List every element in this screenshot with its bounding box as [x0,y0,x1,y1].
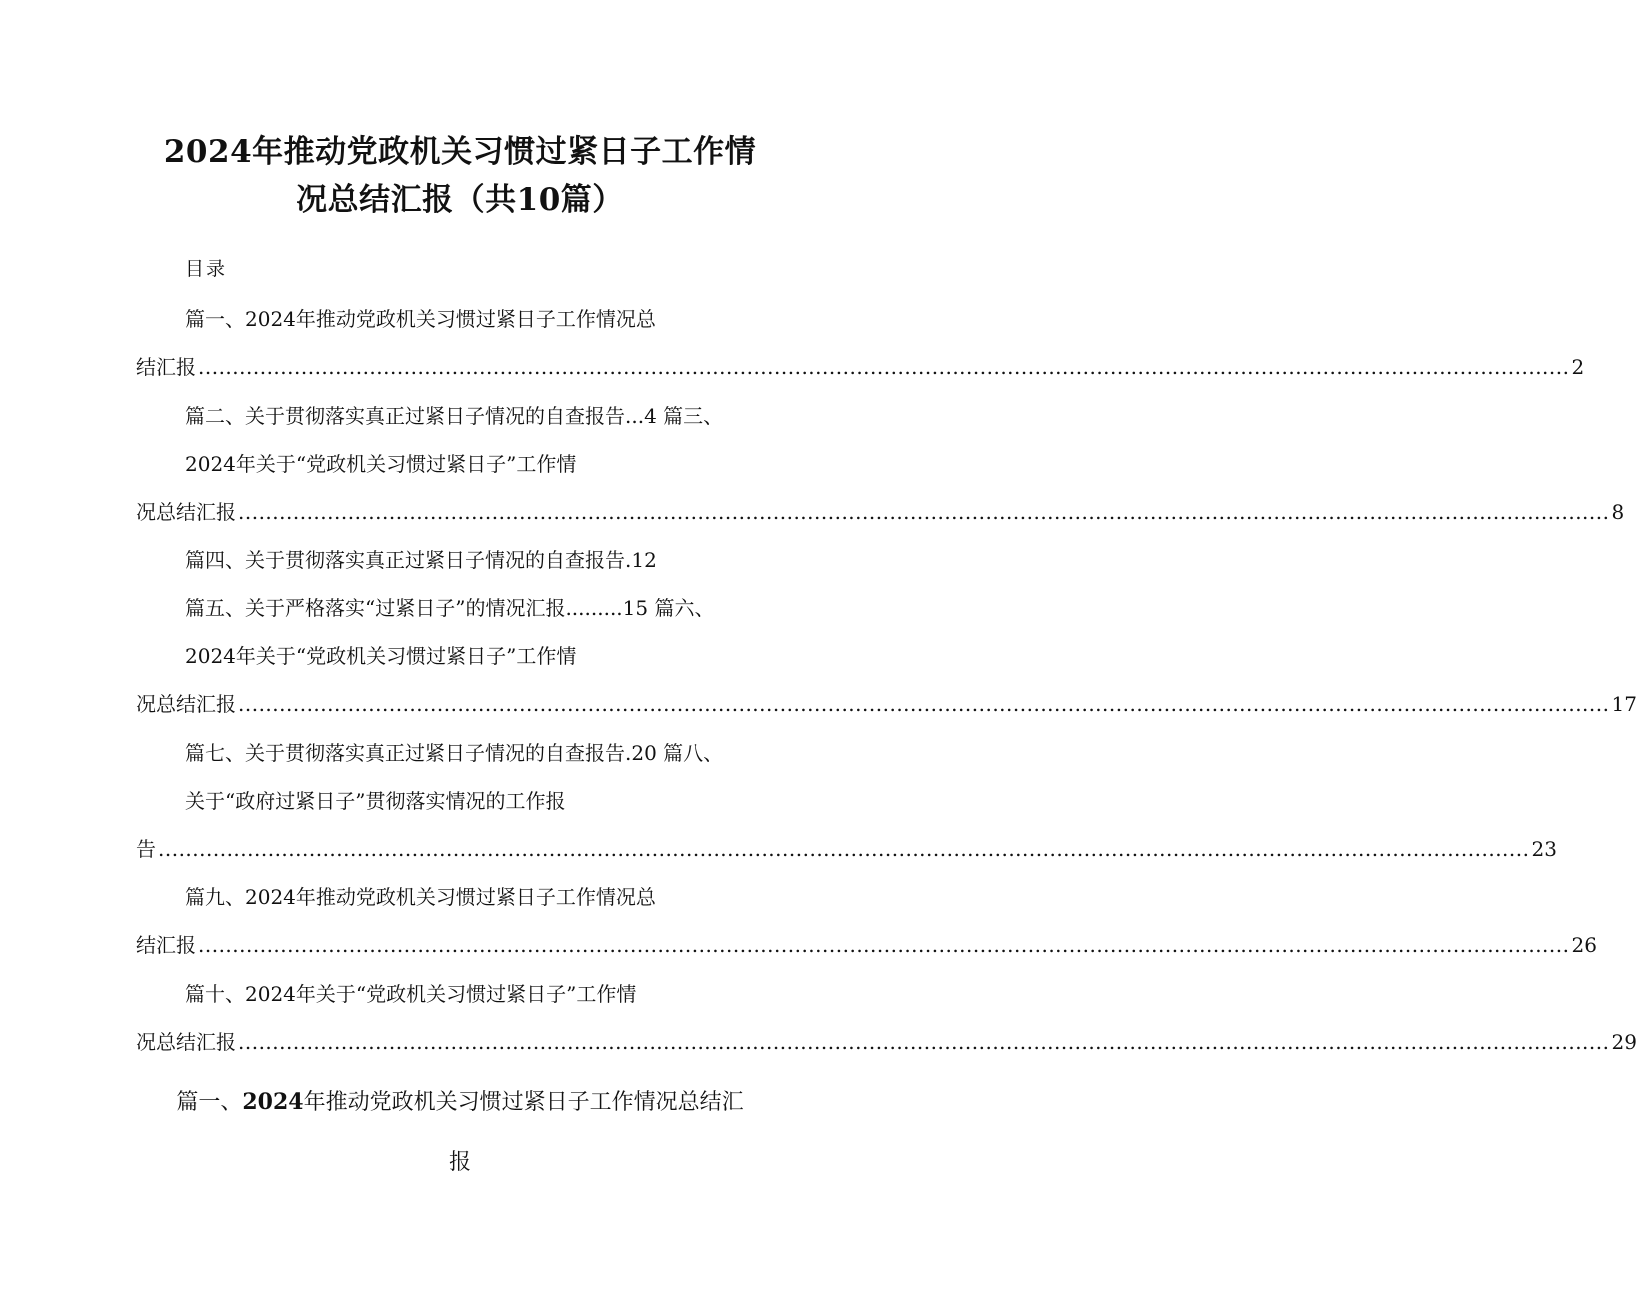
section-heading-year: 2024 [242,1089,304,1115]
toc-page-number: 2 [1571,355,1585,379]
toc-entry-5[interactable]: 篇五、关于严格落实“过紧日子”的情况汇报.........15 篇六、 [185,596,715,620]
toc-entry-8-line-1[interactable]: 关于“政府过紧日子”贯彻落实情况的工作报 [185,789,566,813]
toc-entry-9-line-1[interactable]: 篇九、2024年推动党政机关习惯过紧日子工作情况总 [185,885,656,909]
toc-leader-dots: ........................................................................................................................................................................................................ [198,933,1570,957]
section-heading-line-2: 报 [448,1150,471,1175]
toc-leader-dots: ........................................................................................................................................................................................................ [238,500,1610,524]
toc-entry-2[interactable]: 篇二、关于贯彻落实真正过紧日子情况的自查报告...4 篇三、 [185,404,724,428]
toc-entry-1-line-2[interactable] [136,353,1585,381]
document-title-line-1: 2024年推动党政机关习惯过紧日子工作情 [163,134,757,170]
toc-page-number: 8 [1611,500,1625,524]
toc-leader-dots: ........................................................................................................................................................................................................ [198,355,1570,379]
toc-leader-dots: ........................................................................................................................................................................................................ [238,692,1610,716]
section-heading-rest: 年推动党政机关习惯过紧日子工作情况总结汇 [303,1090,744,1115]
toc-entry-4[interactable]: 篇四、关于贯彻落实真正过紧日子情况的自查报告.12 [185,548,657,572]
toc-entry-label: 结汇报 [136,933,196,957]
toc-entry-8-line-2[interactable] [136,835,1557,863]
toc-entry-10-line-1[interactable]: 篇十、2024年关于“党政机关习惯过紧日子”工作情 [185,982,637,1006]
toc-leader-dots: ........................................................................................................................................................................................................ [238,1030,1610,1054]
toc-page-number: 17 [1611,692,1637,716]
section-heading-line-1 [60,1085,860,1120]
toc-entry-label: 结汇报 [136,355,196,379]
toc-entry-label: 况总结汇报 [136,692,236,716]
toc-entry-7[interactable]: 篇七、关于贯彻落实真正过紧日子情况的自查报告.20 篇八、 [185,741,724,765]
toc-entry-1-line-1[interactable]: 篇一、2024年推动党政机关习惯过紧日子工作情况总 [185,307,656,331]
toc-entry-3-line-2[interactable] [136,498,1625,526]
toc-page-number: 26 [1571,933,1597,957]
toc-entry-6-line-1[interactable]: 2024年关于“党政机关习惯过紧日子”工作情 [185,644,577,668]
toc-entry-label: 告 [136,837,156,861]
toc-entry-10-line-2[interactable] [136,1028,1637,1056]
toc-label: 目录 [185,258,228,280]
toc-page-number: 23 [1531,837,1557,861]
toc-entry-label: 况总结汇报 [136,500,236,524]
toc-entry-label: 况总结汇报 [136,1030,236,1054]
section-heading-prefix: 篇一、 [176,1090,243,1115]
toc-entry-3-line-1[interactable]: 2024年关于“党政机关习惯过紧日子”工作情 [185,452,577,476]
document-title-line-2: 况总结汇报（共10篇） [296,182,624,218]
toc-entry-9-line-2[interactable] [136,931,1597,959]
toc-page-number: 29 [1611,1030,1637,1054]
toc-leader-dots: ........................................................................................................................................................................................................ [158,837,1530,861]
toc-entry-6-line-2[interactable] [136,690,1637,718]
